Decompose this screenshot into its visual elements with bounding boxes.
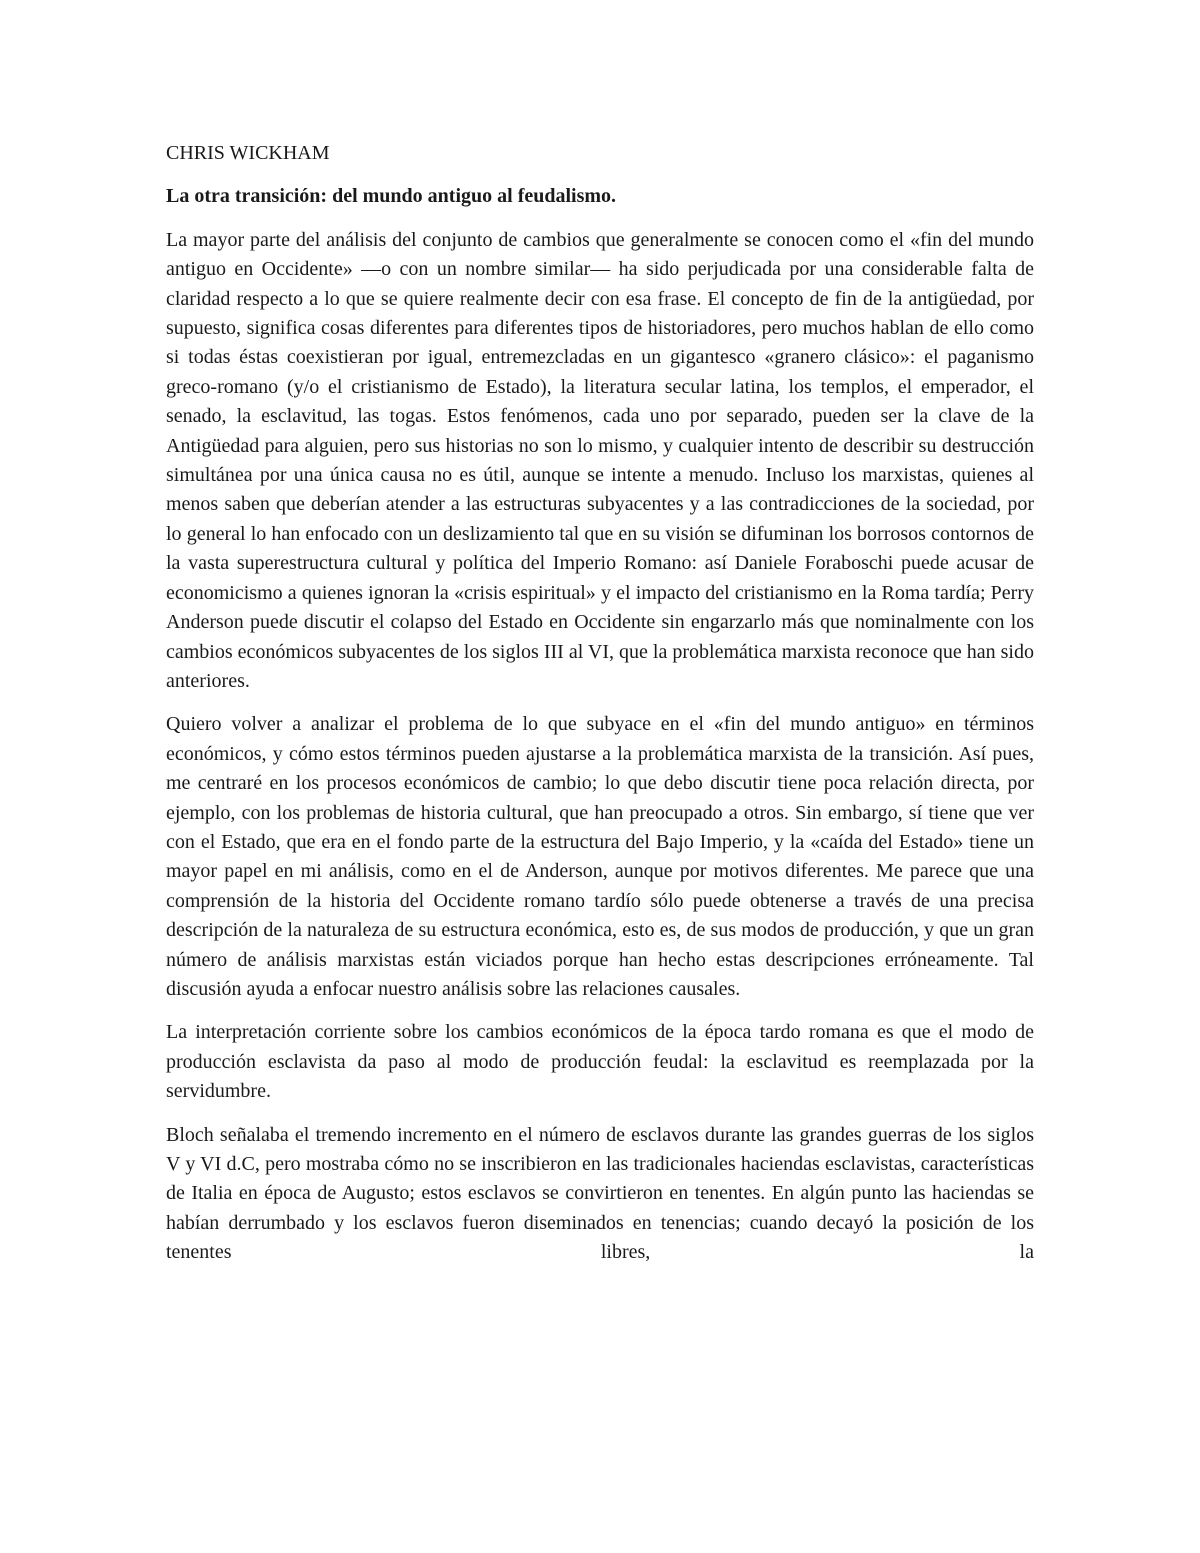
body-paragraph: La interpretación corriente sobre los cambios económicos de la época tardo romana es que el modo de producción esclavista da paso al modo de producción feudal: la esclavitud es reemplazada por la servidumbre. [166, 1021, 1034, 1103]
document-author: CHRIS WICKHAM [166, 142, 330, 164]
document-body [166, 139, 1034, 1282]
document-title: La otra transición: del mundo antiguo al feudalismo. [166, 185, 617, 208]
body-paragraph: Quiero volver a analizar el problema de lo que subyace en el «fin del mundo antiguo» en términos económicos, y cómo estos términos pueden ajustarse a la problemática marxista de la transición. Así pues, me centraré en los procesos económicos de cambio; lo que debo discutir tiene poca relación directa, por ejemplo, con los problemas de historia cultural, que han preocupado a otros. Sin embargo, sí tiene que ver con el Estado, que era en el fondo parte de la estructura del Bajo Imperio, y la «caída del Estado» tiene un mayor papel en mi análisis, como en el de Anderson, aunque por motivos diferentes. Me parece que una comprensión de la historia del Occidente romano tardío sólo puede obtenerse a través de una precisa descripción de la naturaleza de su estructura económica, esto es, de sus modos de producción, y que un gran número de análisis marxistas están viciados porque han hecho estas descripciones erróneamente. Tal discusión ayuda a enfocar nuestro análisis sobre las relaciones causales. [166, 713, 1034, 1000]
body-paragraph: La mayor parte del análisis del conjunto de cambios que generalmente se conocen como el «fin del mundo antiguo en Occidente» —o con un nombre similar— ha sido perjudicada por una considerable falta de claridad respecto a lo que se quiere realmente decir con esa frase. El concepto de fin de la antigüedad, por supuesto, significa cosas diferentes para diferentes tipos de historiadores, pero muchos hablan de ello como si todas éstas coexistieran por igual, entremezcladas en un gigantesco «granero clásico»: el paganismo greco-romano (y/o el cristianismo de Estado), la literatura secular latina, los templos, el emperador, el senado, la esclavitud, las togas. Estos fenómenos, cada uno por separado, pueden ser la clave de la Antigüedad para alguien, pero sus historias no son lo mismo, y cualquier intento de describir su destrucción simultánea por una única causa no es útil, aunque se intente a menudo. Incluso los marxistas, quienes al menos saben que deberían atender a las estructuras subyacentes y a las contradicciones de la sociedad, por lo general lo han enfocado con un deslizamiento tal que en su visión se difuminan los borrosos contornos de la vasta superestructura cultural y política del Imperio Romano: así Daniele Foraboschi puede acusar de economicismo a quienes ignoran la «crisis espiritual» y el impacto del cristianismo en la Roma tardía; Perry Anderson puede discutir el colapso del Estado en Occidente sin engarzarlo más que nominalmente con los cambios económicos subyacentes de los siglos III al VI, que la problemática marxista reconoce que han sido anteriores. [166, 228, 1034, 692]
body-paragraph: Bloch señalaba el tremendo incremento en el número de esclavos durante las grandes guerras de los siglos V y VI d.C, pero mostraba cómo no se inscribieron en las tradicionales haciendas esclavistas, características de Italia en época de Augusto; estos esclavos se convirtieron en tenentes. En algún punto las haciendas se habían derrumbado y los esclavos fueron diseminados en tenencias; cuando decayó la posición de los tenentes libres, la [166, 1123, 1034, 1264]
